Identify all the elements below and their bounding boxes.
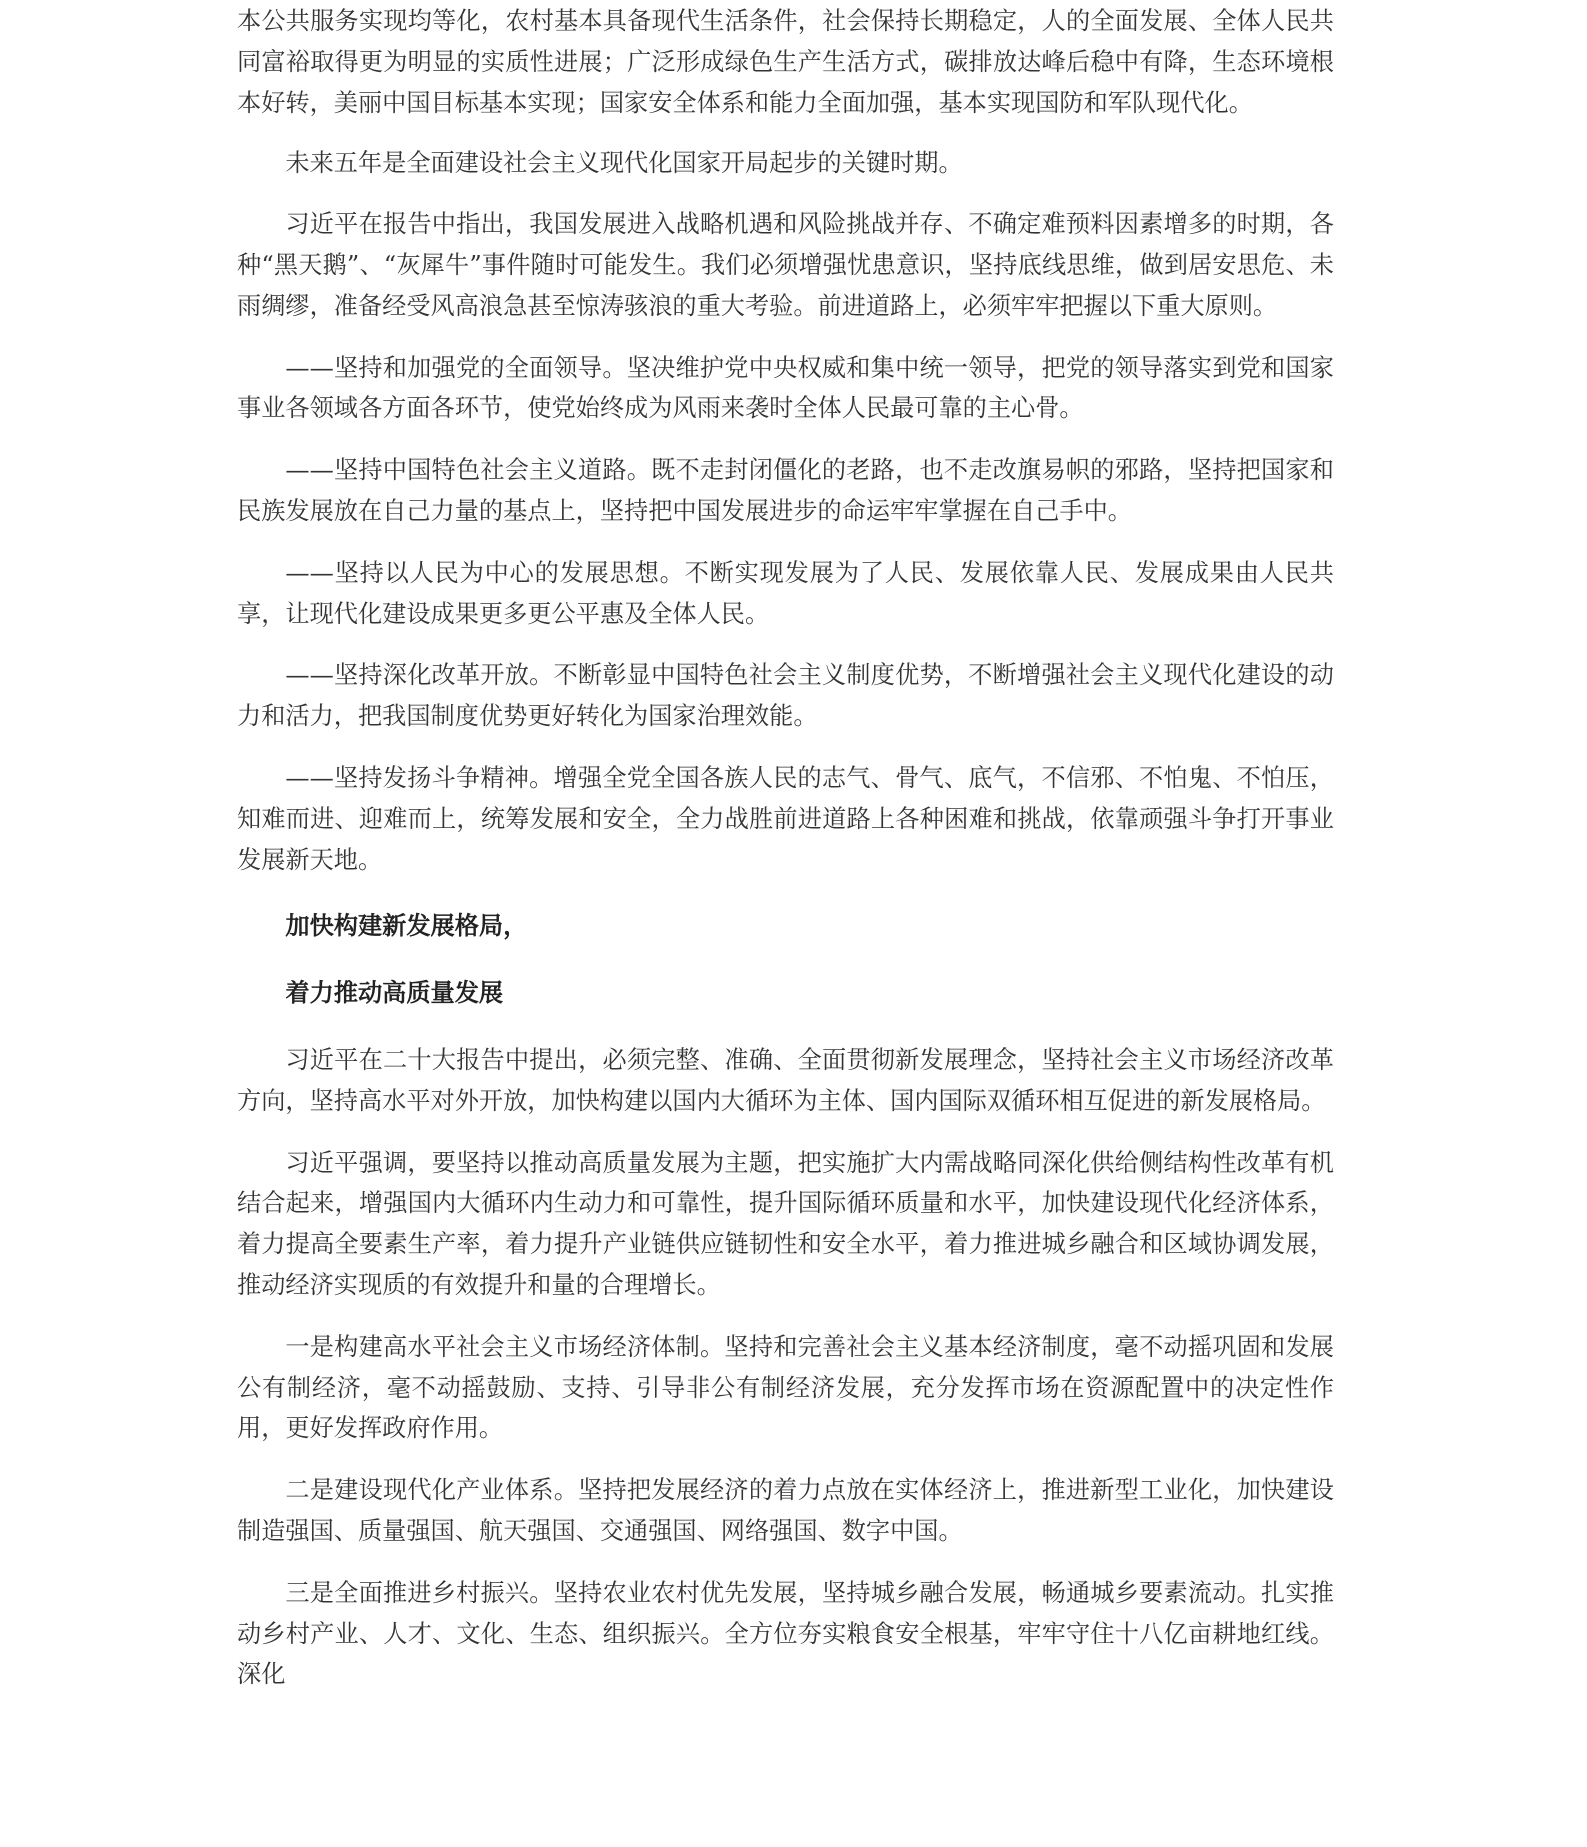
point-two-industrial-system: 二是建设现代化产业体系。坚持把发展经济的着力点放在实体经济上，推进新型工业化，加快建设制造强国、质量强国、航天强国、交通强国、网络强国、数字中国。 (237, 1476, 1334, 1545)
paragraph-1: 本公共服务实现均等化，农村基本具备现代生活条件，社会保持长期稳定，人的全面发展、全体人民共同富裕取得更为明显的实质性进展；广泛形成绿色生产生活方式，碳排放达峰后稳中有降，生态环境根本好转，美丽中国目标基本实现；国家安全体系和能力全面加强，基本实现国防和军队现代化。 (237, 7, 1334, 117)
paragraph-high-quality-development: 习近平强调，要坚持以推动高质量发展为主题，把实施扩大内需战略同深化供给侧结构性改革有机结合起来，增强国内大循环内生动力和可靠性，提升国际循环质量和水平，加快建设现代化经济体系，着力提高全要素生产率，着力提升产业链供应链韧性和安全水平，着力推进城乡融合和区域协调发展，推动经济实现质的有效提升和量的合理增长。 (237, 1148, 1334, 1299)
principle-people-centered: ——坚持以人民为中心的发展思想。不断实现发展为了人民、发展依靠人民、发展成果由人民共享，让现代化建设成果更多更公平惠及全体人民。 (237, 558, 1334, 628)
principle-party-leadership: ——坚持和加强党的全面领导。坚决维护党中央权威和集中统一领导，把党的领导落实到党和国家事业各领域各方面各环节，使党始终成为风雨来袭时全体人民最可靠的主心骨。 (237, 353, 1334, 423)
principle-reform-opening: ——坚持深化改革开放。不断彰显中国特色社会主义制度优势，不断增强社会主义现代化建设的动力和活力，把我国制度优势更好转化为国家治理效能。 (237, 661, 1334, 731)
paragraph-new-development-pattern: 习近平在二十大报告中提出，必须完整、准确、全面贯彻新发展理念，坚持社会主义市场经济改革方向，坚持高水平对外开放，加快构建以国内大循环为主体、国内国际双循环相互促进的新发展格局。 (237, 1045, 1334, 1115)
paragraph-3: 习近平在报告中指出，我国发展进入战略机遇和风险挑战并存、不确定难预料因素增多的时期，各种“黑天鹅”、“灰犀牛”事件随时可能发生。我们必须增强忧患意识，坚持底线思维，做到居安思危、未雨绸缪，准备经受风高浪急甚至惊涛骇浪的重大考验。前进道路上，必须牢牢把握以下重大原则。 (237, 210, 1334, 320)
principle-socialist-road: ——坚持中国特色社会主义道路。既不走封闭僵化的老路，也不走改旗易帜的邪路，坚持把国家和民族发展放在自己力量的基点上，坚持把中国发展进步的命运牢牢掌握在自己手中。 (237, 456, 1334, 525)
principle-fighting-spirit: ——坚持发扬斗争精神。增强全党全国各族人民的志气、骨气、底气，不信邪、不怕鬼、不怕压，知难而进、迎难而上，统筹发展和安全，全力战胜前进道路上各种困难和挑战，依靠顽强斗争打开事业发展新天地。 (237, 763, 1334, 874)
point-three-rural-revitalization: 三是全面推进乡村振兴。坚持农业农村优先发展，坚持城乡融合发展，畅通城乡要素流动。扎实推动乡村产业、人才、文化、生态、组织振兴。全方位夯实粮食安全根基，牢牢守住十八亿亩耕地红线。深化 (237, 1578, 1334, 1689)
article-body (237, 0, 1334, 1847)
section-heading-line-1: 加快构建新发展格局， (285, 911, 528, 941)
paragraph-2: 未来五年是全面建设社会主义现代化国家开局起步的关键时期。 (285, 149, 963, 178)
section-heading-line-2: 着力推动高质量发展 (285, 978, 504, 1008)
point-one-market-economy: 一是构建高水平社会主义市场经济体制。坚持和完善社会主义基本经济制度，毫不动摇巩固和发展公有制经济，毫不动摇鼓励、支持、引导非公有制经济发展，充分发挥市场在资源配置中的决定性作用，更好发挥政府作用。 (237, 1332, 1334, 1443)
